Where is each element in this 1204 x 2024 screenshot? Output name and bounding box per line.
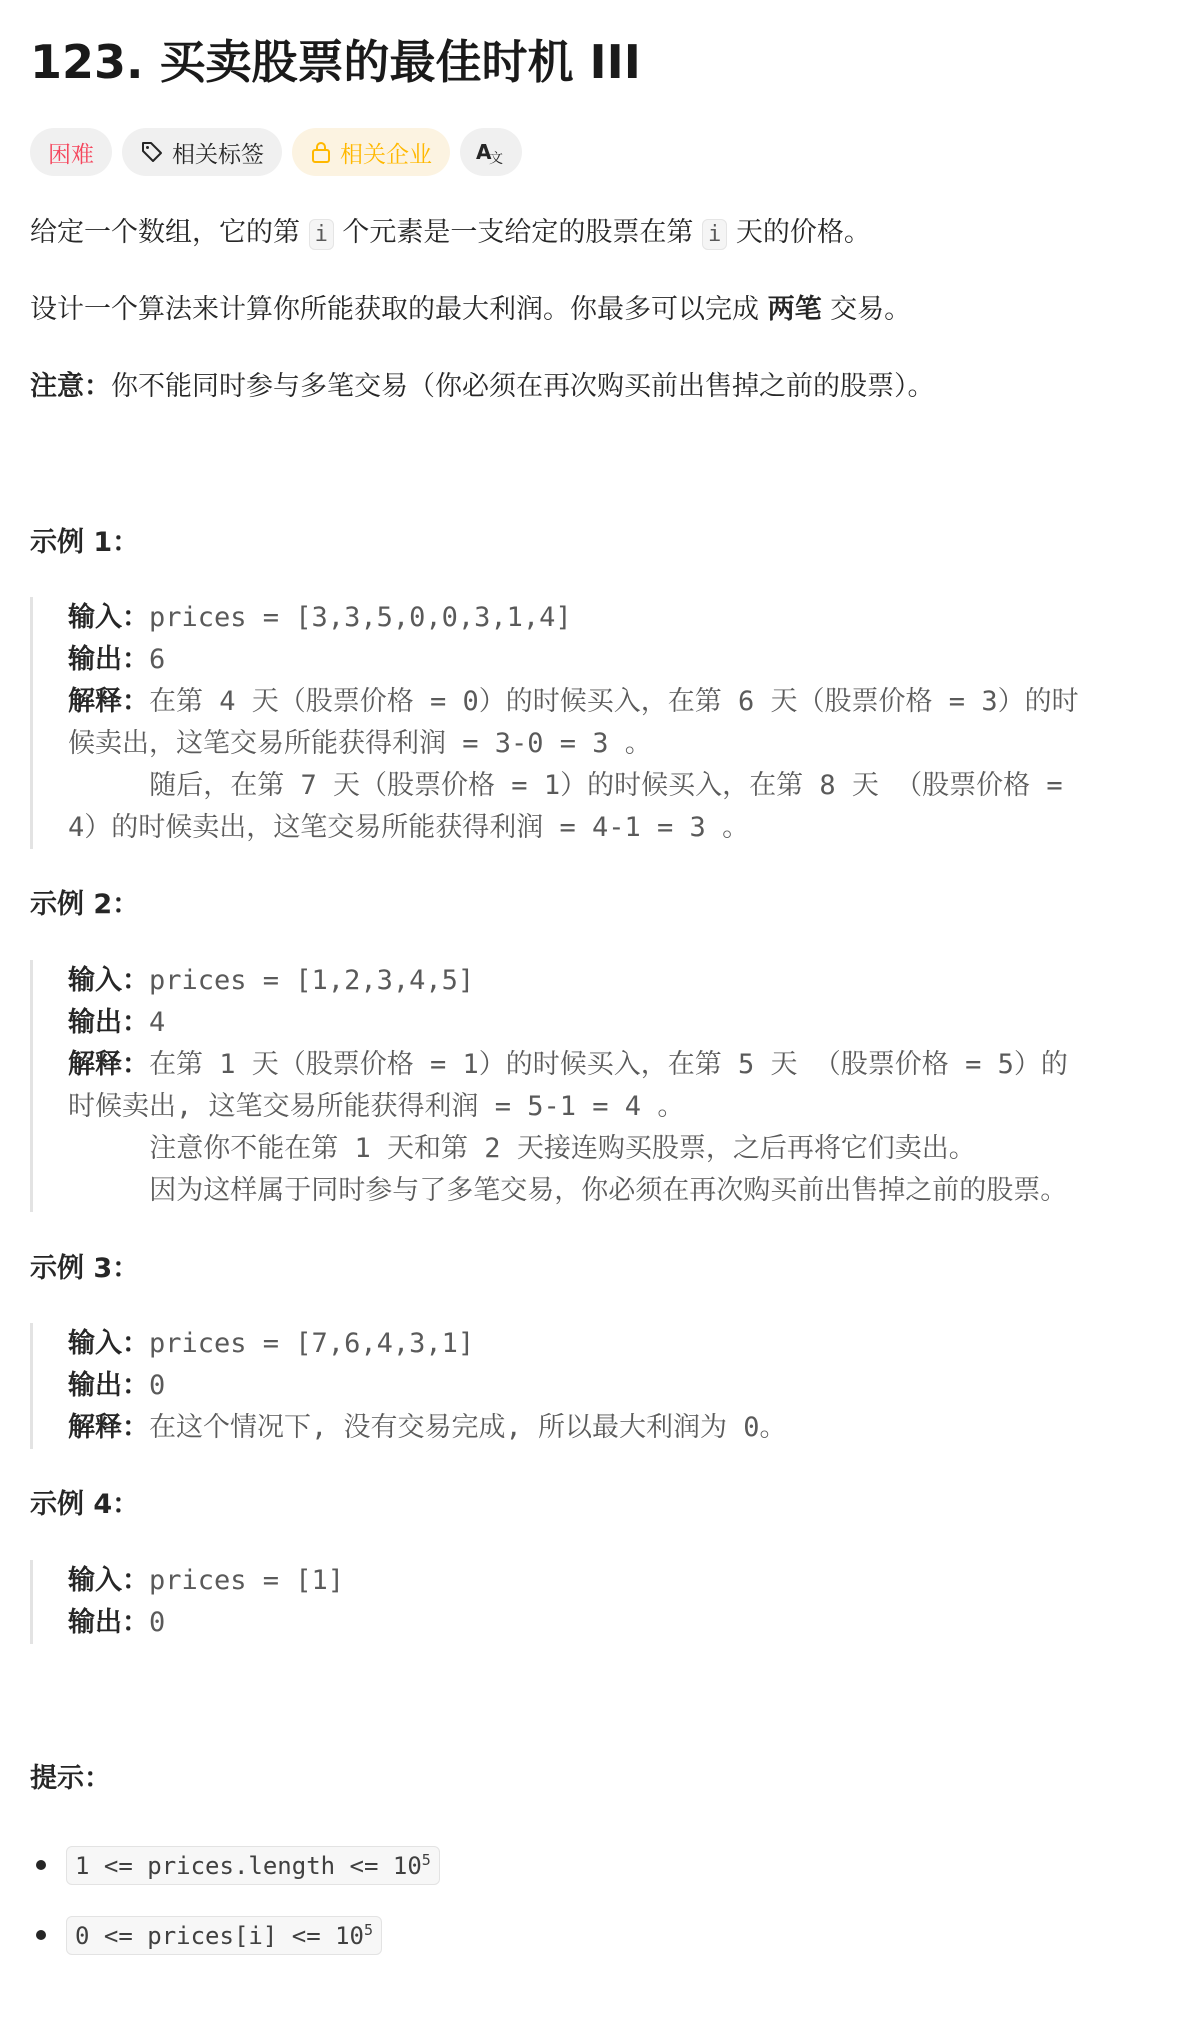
inline-code-i: i <box>309 219 334 250</box>
example-output: 输出：4 <box>68 1007 166 1038</box>
example-4-block <box>30 1560 1180 1644</box>
constraint-code: 0 <= prices[i] <= $10^5$ <box>66 1916 382 1955</box>
svg-text:文: 文 <box>489 151 503 165</box>
note-paragraph <box>30 367 935 407</box>
page-title: 123. 买卖股票的最佳时机 III <box>30 35 641 89</box>
bold-two-transactions: 两笔 <box>767 294 822 325</box>
example-1-block <box>30 597 1180 849</box>
constraints-list <box>30 1840 440 1980</box>
description-paragraph-1: 给定一个数组，它的第 i 个元素是一支给定的股票在第 i 天的价格。 <box>30 217 871 248</box>
example-4-heading: 示例 4： <box>30 1489 140 1520</box>
example-explanation: 解释：在第 4 天（股票价格 = 0）的时候买入，在第 6 天（股票价格 = 3）的时 <box>68 686 1079 717</box>
bullet-icon <box>36 1930 46 1940</box>
example-output: 输出：0 <box>68 1607 166 1638</box>
bullet-icon <box>36 1860 46 1870</box>
example-2-heading: 示例 2： <box>30 889 140 920</box>
example-input: 输入：prices = [1] <box>68 1565 345 1596</box>
example-output: 输出：0 <box>68 1370 166 1401</box>
example-input: 输入：prices = [1,2,3,4,5] <box>68 965 475 996</box>
example-2-block <box>30 960 1180 1212</box>
translate-button[interactable] <box>460 128 522 176</box>
constraint-code: 1 <= prices.length <= $10^5$ <box>66 1846 440 1885</box>
example-input: 输入：prices = [7,6,4,3,1] <box>68 1328 475 1359</box>
example-3-heading: 示例 3： <box>30 1253 140 1284</box>
example-explanation-line: 时候卖出, 这笔交易所能获得利润 = 5-1 = 4 。 <box>68 1091 685 1122</box>
companies-tag-label: 相关企业 <box>340 141 432 168</box>
tag-icon <box>140 140 164 164</box>
list-item <box>30 1840 440 1890</box>
difficulty-label: 困难 <box>48 141 94 168</box>
translate-icon <box>476 139 506 165</box>
example-1-heading: 示例 1： <box>30 527 140 558</box>
example-3-block <box>30 1323 1180 1449</box>
example-explanation: 解释：在这个情况下, 没有交易完成, 所以最大利润为 0。 <box>68 1412 787 1443</box>
svg-text:A: A <box>476 140 492 164</box>
companies-tag-button[interactable] <box>292 128 450 176</box>
tag-row <box>30 128 522 176</box>
lock-icon <box>310 140 332 164</box>
example-explanation-line: 注意你不能在第 1 天和第 2 天接连购买股票，之后再将它们卖出。 <box>68 1133 976 1164</box>
example-explanation-line: 随后，在第 7 天（股票价格 = 1）的时候买入，在第 8 天 （股票价格 = <box>68 770 1063 801</box>
constraints-heading: 提示： <box>30 1763 111 1794</box>
example-explanation-line: 4）的时候卖出，这笔交易所能获得利润 = 4-1 = 3 。 <box>68 812 750 843</box>
example-explanation: 解释：在第 1 天（股票价格 = 1）的时候买入，在第 5 天 （股票价格 = 5）的 <box>68 1049 1068 1080</box>
list-item <box>30 1910 440 1960</box>
topics-tag-button[interactable] <box>122 128 282 176</box>
example-explanation-line: 候卖出，这笔交易所能获得利润 = 3-0 = 3 。 <box>68 728 652 759</box>
example-explanation-line: 因为这样属于同时参与了多笔交易，你必须在再次购买前出售掉之前的股票。 <box>68 1175 1068 1206</box>
topics-tag-label: 相关标签 <box>172 141 264 168</box>
description-paragraph-2: 设计一个算法来计算你所能获取的最大利润。你最多可以完成 两笔 交易。 <box>30 294 912 325</box>
difficulty-badge[interactable] <box>30 128 112 176</box>
inline-code-i: i <box>702 219 727 250</box>
note-text: 你不能同时参与多笔交易（你必须在再次购买前出售掉之前的股票）。 <box>111 371 935 402</box>
example-input: 输入：prices = [3,3,5,0,0,3,1,4] <box>68 602 572 633</box>
note-label: 注意： <box>30 371 111 402</box>
example-output: 输出：6 <box>68 644 166 675</box>
